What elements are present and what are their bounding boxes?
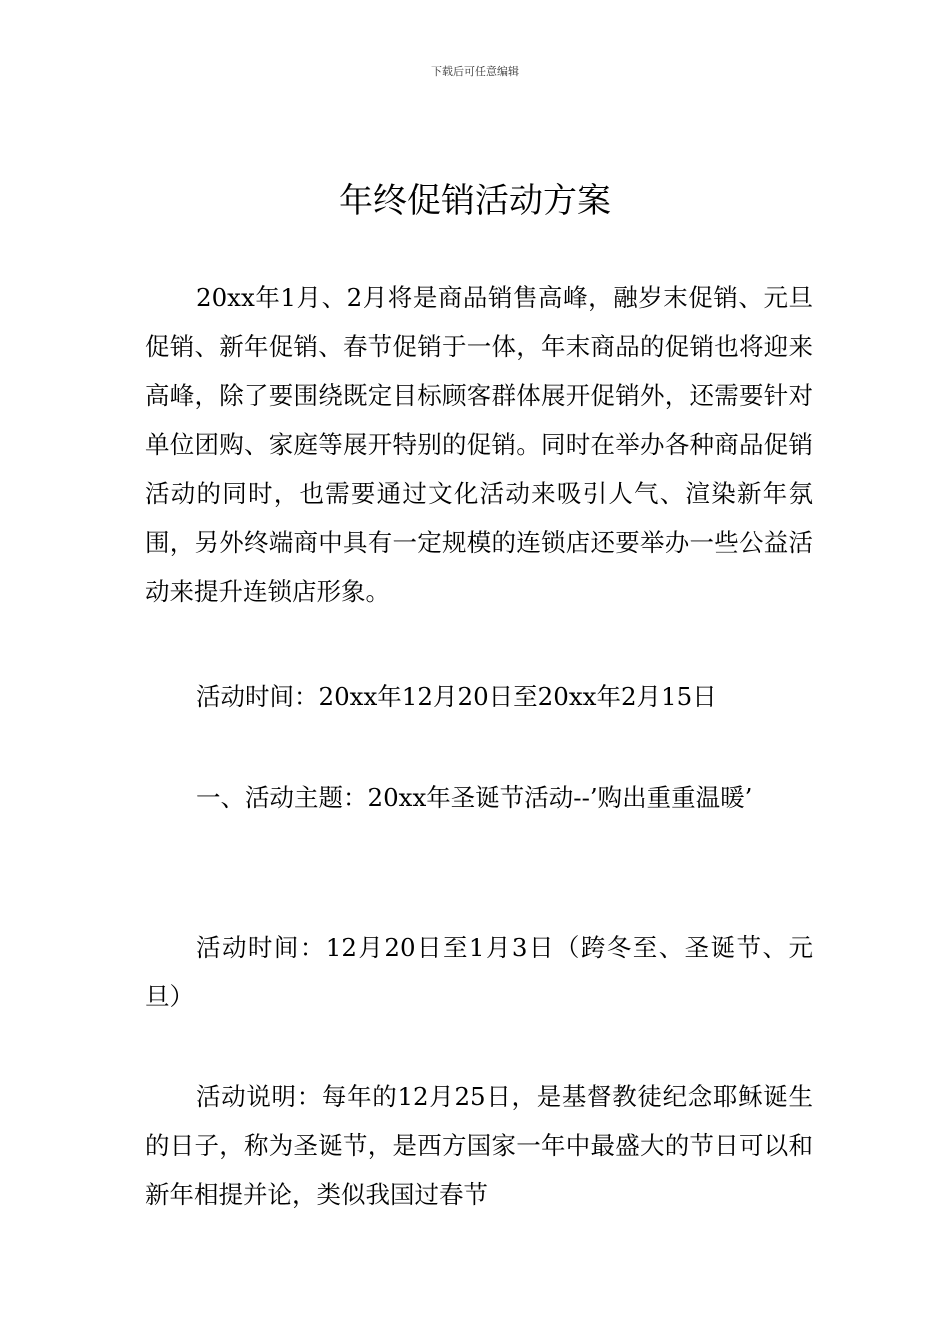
paragraph-intro: 20xx年1月、2月将是商品销售高峰，融岁末促销、元旦促销、新年促销、春节促销于一体，年末商品的促销也将迎来高峰，除了要围绕既定目标顾客群体展开促销外，还需要针对单位团购、家庭等展开特别的促销。同时在举办各种商品促销活动的同时，也需要通过文化活动来吸引人气、渲染新年氛围，另外终端商中具有一定规模的连锁店还要举办一些公益活动来提升连锁店形象。	[145, 283, 813, 606]
document-title: 年终促销活动方案	[339, 181, 611, 221]
page-header-note: 下载后可任意编辑	[431, 65, 519, 78]
paragraph-section-one-description: 活动说明：每年的12月25日，是基督教徒纪念耶稣诞生的日子，称为圣诞节，是西方国家一年中最盛大的节日可以和新年相提并论，类似我国过春节	[145, 1082, 813, 1209]
paragraph-section-one-time: 活动时间：12月20日至1月3日（跨冬至、圣诞节、元旦）	[145, 933, 813, 1011]
paragraph-section-one-theme: 一、活动主题：20xx年圣诞节活动--’购出重重温暖’	[196, 783, 753, 812]
paragraph-activity-time: 活动时间：20xx年12月20日至20xx年2月15日	[196, 682, 717, 711]
